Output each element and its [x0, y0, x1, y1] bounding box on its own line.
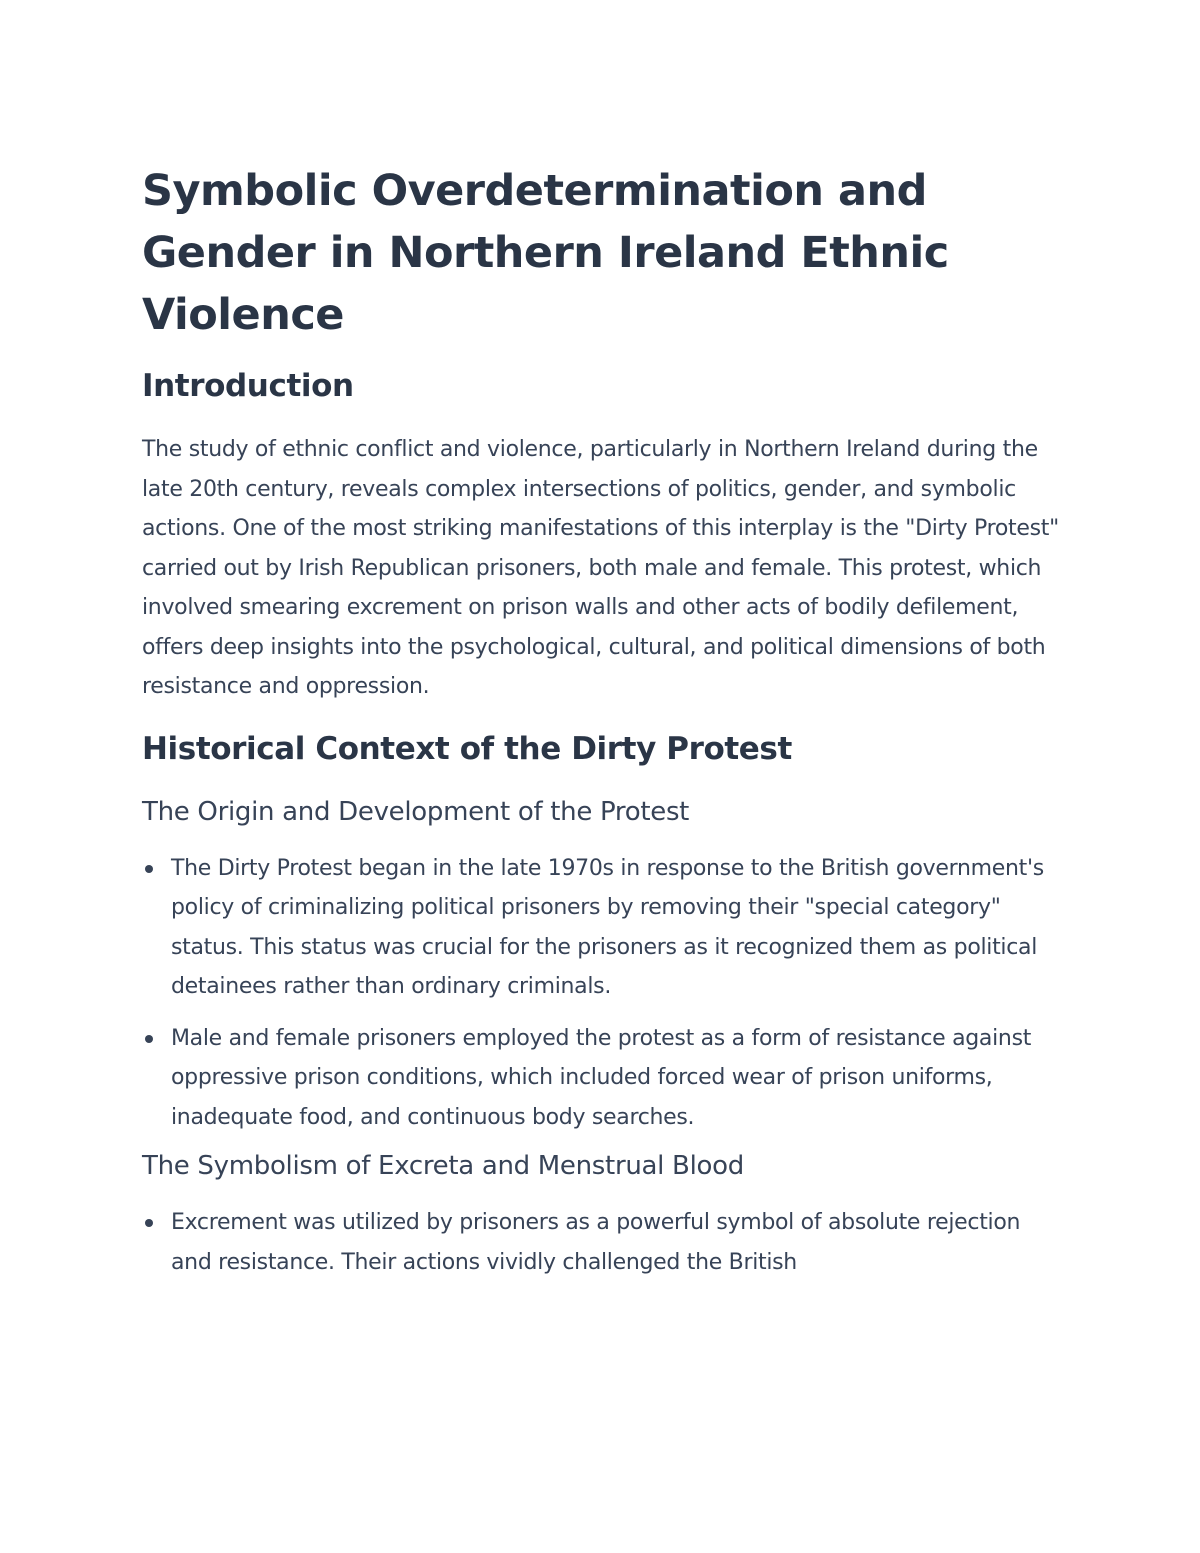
list-item	[142, 849, 1067, 1007]
origin-subheading: The Origin and Development of the Protest	[142, 796, 690, 827]
list-item-text: The Dirty Protest began in the late 1970s in response to the British government's policy of criminalizing political prisoners by removing their "special category" status. This status was crucial for the prisoners as it recognized them as political detainees rather than ordinary criminals.	[171, 855, 1044, 999]
introduction-paragraph: The study of ethnic conflict and violence, particularly in Northern Ireland during the late 20th century, reveals complex intersections of politics, gender, and symbolic actions. One of the most striking manifestations of this interplay is the "Dirty Protest" carried out by Irish Republican prisoners, both male and female. This protest, which involved smearing excrement on prison walls and other acts of bodily defilement, offers deep insights into the psychological, cultural, and political dimensions of both resistance and oppression.	[142, 437, 1059, 699]
symbolism-bullet-list	[142, 1203, 1067, 1282]
symbolism-subheading: The Symbolism of Excreta and Menstrual Blood	[142, 1151, 744, 1181]
introduction-heading: Introduction	[142, 368, 354, 404]
bullet-icon	[145, 1035, 153, 1043]
list-item	[142, 1019, 1067, 1138]
document-title: Symbolic Overdetermination and Gender in Northern Ireland Ethnic Violence	[142, 166, 949, 340]
bullet-icon	[145, 1219, 153, 1227]
bullet-icon	[145, 865, 153, 873]
document-page	[142, 160, 1067, 1294]
historical-context-heading: Historical Context of the Dirty Protest	[142, 730, 792, 767]
origin-bullet-list	[142, 849, 1067, 1138]
list-item-text: Excrement was utilized by prisoners as a powerful symbol of absolute rejection and resistance. Their actions vividly challenged the British	[171, 1210, 1021, 1275]
list-item	[142, 1203, 1067, 1282]
list-item-text: Male and female prisoners employed the protest as a form of resistance against oppressive prison conditions, which included forced wear of prison uniforms, inadequate food, and continuous body searches.	[171, 1025, 1032, 1130]
